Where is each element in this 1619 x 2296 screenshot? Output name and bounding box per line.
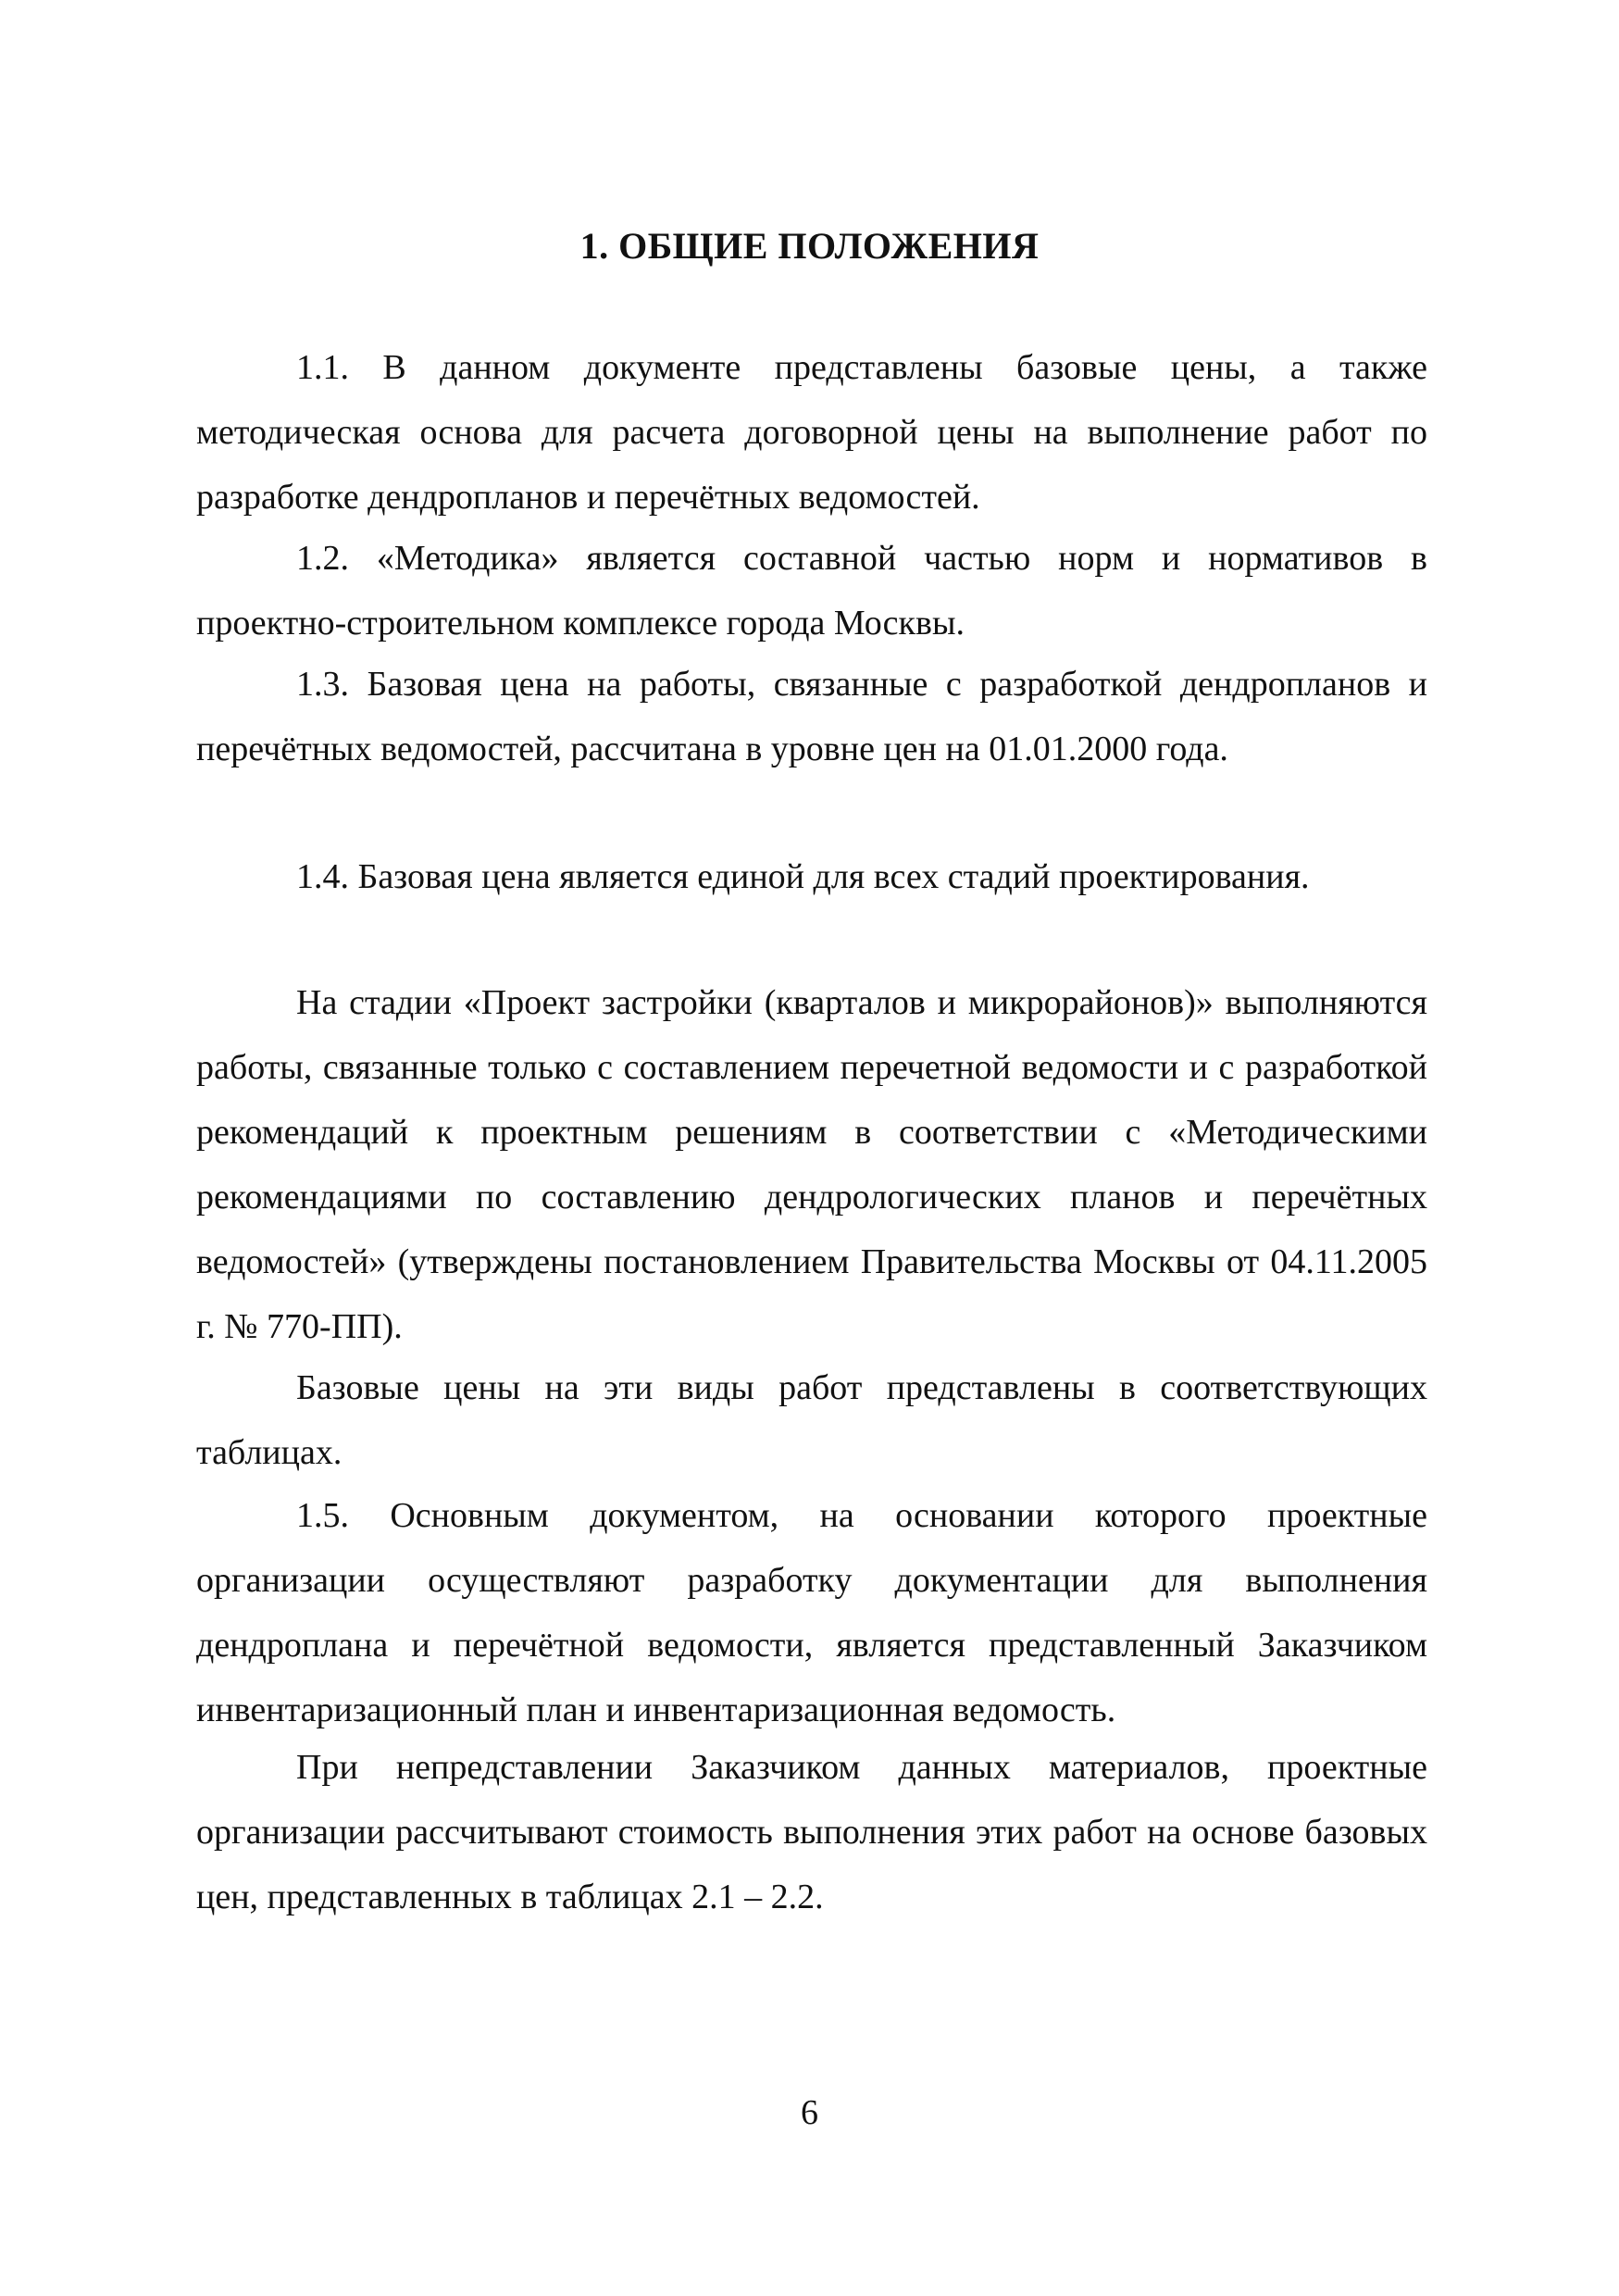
section-heading: 1. ОБЩИЕ ПОЛОЖЕНИЯ bbox=[579, 225, 1040, 267]
paragraph-1-2: 1.2. «Методика» является составной частью норм и нормативов в проектно-строительном комплексе города Москвы. bbox=[196, 539, 1427, 643]
paragraph-base-prices: Базовые цены на эти виды работ представлены в соответствующих таблицах. bbox=[196, 1368, 1427, 1472]
page-number: 6 bbox=[801, 2093, 818, 2132]
paragraph-non-submission: При непредставлении Заказчиком данных материалов, проектные организации рассчитывают стоимость выполнения этих работ на основе базовых цен, представленных в таблицах 2.1 – 2.2. bbox=[196, 1748, 1427, 1916]
paragraph-project-stage: На стадии «Проект застройки (кварталов и микрорайонов)» выполняются работы, связанные только с составлением перечетной ведомости и с разработкой рекомендаций к проектным решениям в соответствии с «Методическими рекомендациями по составлению дендрологических планов и перечётных ведомостей» (утверждены постановлением Правительства Москвы от 04.11.2005 г. № 770-ПП). bbox=[196, 983, 1427, 1346]
paragraph-1-5: 1.5. Основным документом, на основании которого проектные организации осуществляют разработку документации для выполнения дендроплана и перечётной ведомости, является представленный Заказчиком инвентаризационный план и инвентаризационная ведомость. bbox=[196, 1496, 1427, 1729]
paragraph-1-1: 1.1. В данном документе представлены базовые цены, а также методическая основа для расчета договорной цены на выполнение работ по разработке дендропланов и перечётных ведомостей. bbox=[196, 348, 1427, 517]
paragraph-1-4: 1.4. Базовая цена является единой для всех стадий проектирования. bbox=[296, 857, 1310, 896]
paragraph-1-3: 1.3. Базовая цена на работы, связанные с разработкой дендропланов и перечётных ведомостей, рассчитана в уровне цен на 01.01.2000 года. bbox=[196, 665, 1427, 768]
